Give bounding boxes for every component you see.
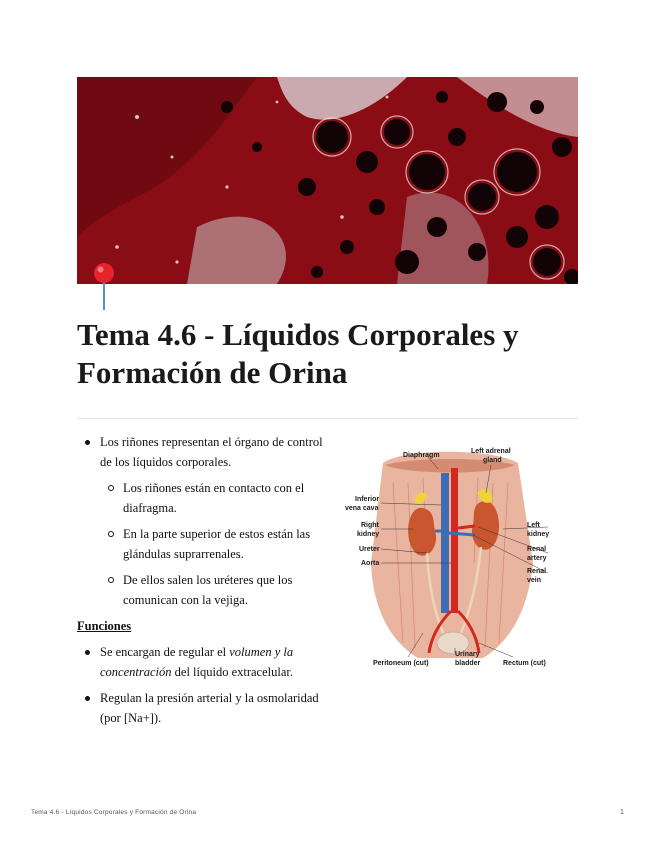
content-column	[77, 432, 327, 734]
list-item: Regulan la presión arterial y la osmolaridad (por [Na+]).	[77, 688, 327, 728]
sub-list-item: Los riñones están en contacto con el diafragma.	[100, 478, 327, 518]
page-title: Tema 4.6 - Líquidos Corporales y Formación de Orina	[77, 317, 519, 390]
label-left-adrenal-gland: Left adrenal	[471, 448, 511, 455]
label-aorta: Aorta	[361, 560, 380, 567]
list-item-text: Los riñones representan el órgano de control de los líquidos corporales.	[100, 435, 323, 469]
footer-title: Tema 4.6 - Líquidos Corporales y Formación de Orina	[31, 809, 197, 816]
label-diaphragm: Diaphragm	[403, 452, 440, 459]
pin-icon	[92, 262, 116, 312]
label-renal-vein: vein	[527, 577, 542, 584]
text-fragment: del líquido extracelular.	[171, 665, 293, 679]
functions-list	[77, 642, 327, 728]
label-urinary-bladder: bladder	[455, 660, 481, 667]
label-renal-artery: artery	[527, 555, 547, 562]
label-left-kidney: kidney	[527, 531, 550, 538]
list-item	[77, 642, 327, 682]
label-ureter: Ureter	[359, 546, 380, 553]
label-left-kidney: Left	[527, 522, 540, 529]
section-heading: Funciones	[77, 619, 132, 633]
label-right-kidney: kidney	[357, 531, 380, 538]
label-right-kidney: Right	[361, 522, 379, 529]
label-inferior-vena-cava: Inferior	[355, 496, 380, 503]
emphasis-text: volumen y la concentración	[100, 645, 294, 679]
label-left-adrenal-gland: gland	[483, 457, 502, 464]
sub-list-item: De ellos salen los uréteres que los comunican con la vejiga.	[100, 570, 327, 610]
label-urinary-bladder: Urinary	[455, 651, 480, 658]
label-renal-artery: Renal	[527, 546, 547, 553]
kidney-anatomy-figure	[343, 443, 555, 671]
page-number: 1	[620, 809, 624, 816]
label-rectum: Rectum (cut)	[503, 660, 546, 667]
cover-image	[77, 77, 578, 284]
label-peritoneum: Peritoneum (cut)	[373, 660, 429, 667]
label-inferior-vena-cava: vena cava	[345, 505, 379, 512]
bullet-list	[77, 432, 327, 610]
sub-list-item: En la parte superior de estos están las glándulas suprarrenales.	[100, 524, 327, 564]
label-renal-vein: Renal	[527, 568, 547, 575]
text-fragment: Se encargan de regular el	[100, 645, 230, 659]
divider	[77, 418, 578, 419]
list-item	[77, 432, 327, 610]
sub-bullet-list	[100, 478, 327, 610]
